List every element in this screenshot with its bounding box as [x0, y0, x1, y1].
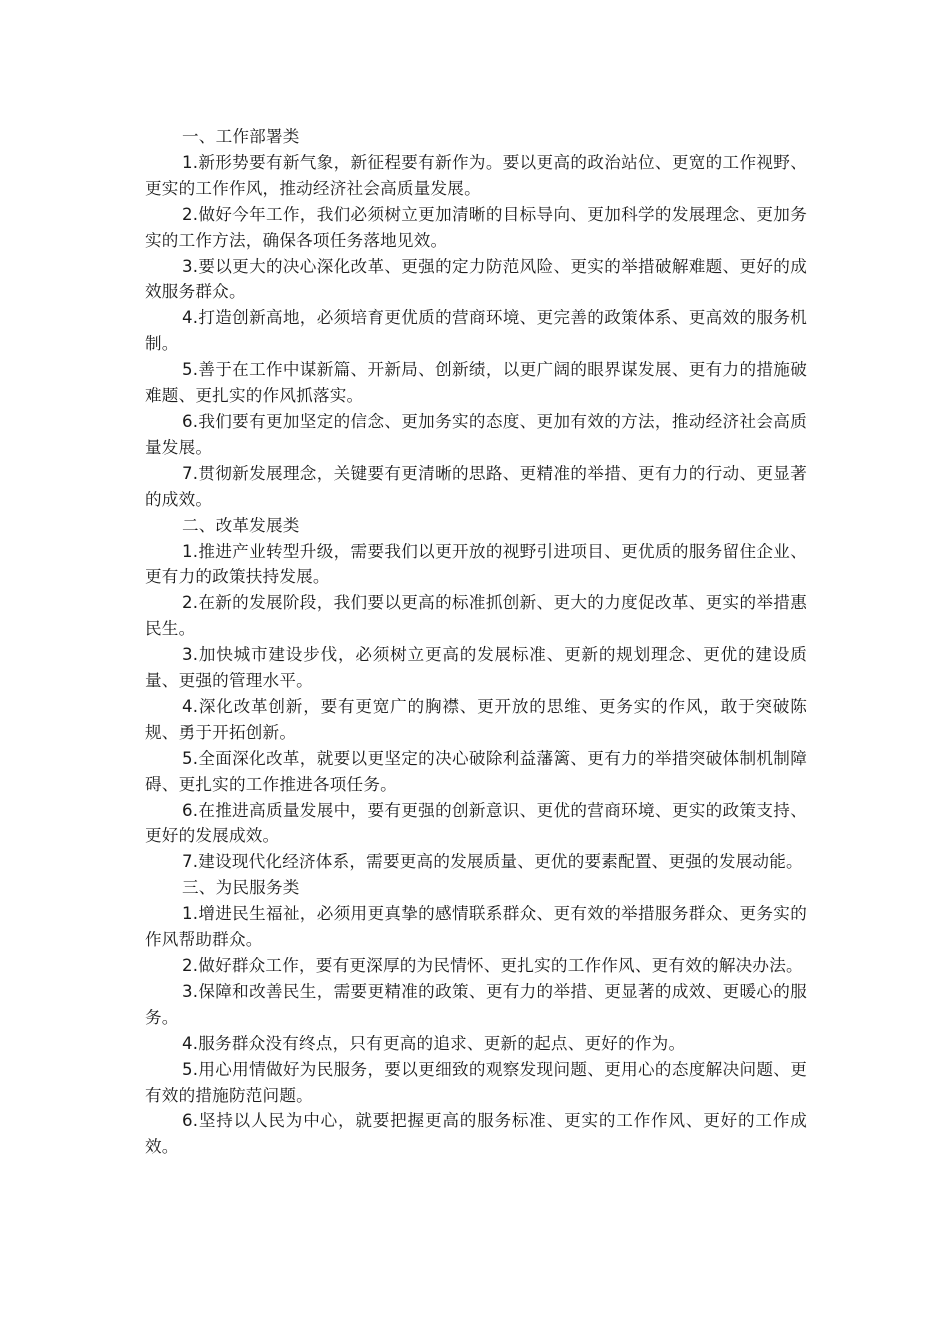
- list-item: 2.在新的发展阶段，我们要以更高的标准抓创新、更大的力度促改革、更实的举措惠民生。: [145, 593, 807, 639]
- section-heading: 一、工作部署类: [182, 127, 300, 146]
- list-item: 1.新形势要有新气象，新征程要有新作为。要以更高的政治站位、更宽的工作视野、更实的工作作风，推动经济社会高质量发展。: [145, 152, 807, 198]
- list-item: 7.建设现代化经济体系，需要更高的发展质量、更优的要素配置、更强的发展动能。: [182, 852, 803, 872]
- list-item: 3.要以更大的决心深化改革、更强的定力防范风险、更实的举措破解难题、更好的成效服务群众。: [145, 256, 807, 302]
- section-reform-development: [145, 513, 807, 876]
- list-item: 2.做好今年工作，我们必须树立更加清晰的目标导向、更加科学的发展理念、更加务实的工作方法，确保各项任务落地见效。: [145, 204, 807, 250]
- list-item: 5.全面深化改革，就要以更坚定的决心破除利益藩篱、更有力的举措突破体制机制障碍、更扎实的工作推进各项任务。: [145, 748, 807, 794]
- list-item: 6.我们要有更加坚定的信念、更加务实的态度、更加有效的方法，推动经济社会高质量发展。: [145, 411, 807, 457]
- section-heading: 三、为民服务类: [182, 878, 300, 898]
- list-item: 6.坚持以人民为中心，就要把握更高的服务标准、更实的工作作风、更好的工作成效。: [145, 1111, 807, 1157]
- list-item: 4.打造创新高地，必须培育更优质的营商环境、更完善的政策体系、更高效的服务机制。: [145, 308, 807, 354]
- document-page: [145, 124, 807, 1160]
- list-item: 7.贯彻新发展理念，关键要有更清晰的思路、更精准的举措、更有力的行动、更显著的成效。: [145, 463, 807, 509]
- section-public-service: [145, 875, 807, 1160]
- section-heading: 二、改革发展类: [182, 515, 300, 535]
- list-item: 2.做好群众工作，要有更深厚的为民情怀、更扎实的工作作风、更有效的解决办法。: [182, 956, 803, 975]
- list-item: 4.深化改革创新，要有更宽广的胸襟、更开放的思维、更务实的作风，敢于突破陈规、勇于开拓创新。: [145, 696, 807, 742]
- list-item: 5.用心用情做好为民服务，要以更细致的观察发现问题、更用心的态度解决问题、更有效的措施防范问题。: [145, 1059, 807, 1105]
- list-item: 1.增进民生福祉，必须用更真挚的感情联系群众、更有效的举措服务群众、更务实的作风帮助群众。: [145, 904, 807, 950]
- list-item: 4.服务群众没有终点，只有更高的追求、更新的起点、更好的作为。: [182, 1033, 686, 1053]
- list-item: 6.在推进高质量发展中，要有更强的创新意识、更优的营商环境、更实的政策支持、更好的发展成效。: [145, 800, 807, 846]
- list-item: 1.推进产业转型升级，需要我们以更开放的视野引进项目、更优质的服务留住企业、更有力的政策扶持发展。: [145, 541, 807, 587]
- list-item: 5.善于在工作中谋新篇、开新局、创新绩，以更广阔的眼界谋发展、更有力的措施破难题、更扎实的作风抓落实。: [145, 360, 807, 406]
- list-item: 3.加快城市建设步伐，必须树立更高的发展标准、更新的规划理念、更优的建设质量、更强的管理水平。: [145, 645, 807, 691]
- section-work-deployment: [145, 124, 807, 513]
- list-item: 3.保障和改善民生，需要更精准的政策、更有力的举措、更显著的成效、更暖心的服务。: [145, 981, 807, 1027]
